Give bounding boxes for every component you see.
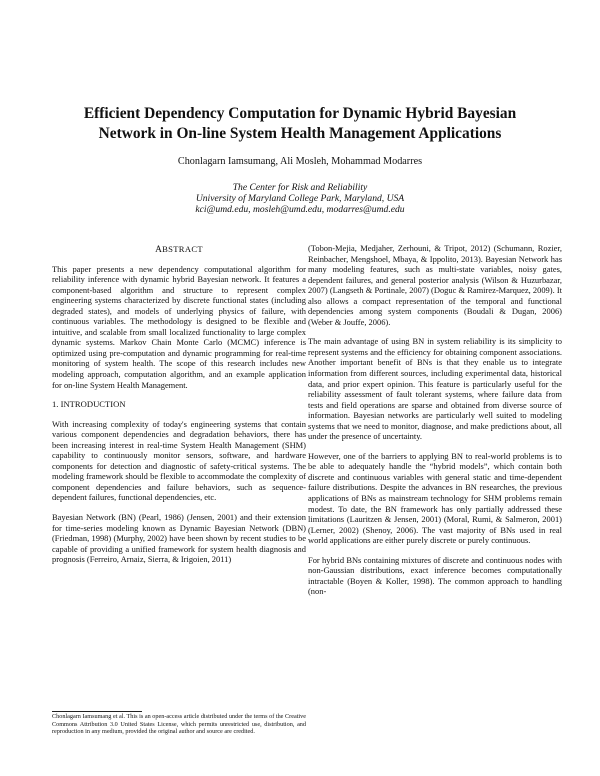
abstract-text: This paper presents a new dependency computational algorithm for reliability inference with dynamic hybrid Bayesian network. It features a component-based algorithm and structure to represent complex engineering systems characterized by discrete functional states (including degraded states), and models of underlying physics of failure, with continuous variables. The methodology is designed to be flexible and intuitive, and scalable from small localized functionality to large complex dynamic systems. Markov Chain Monte Carlo (MCMC) inference is optimized using pre-computation and dynamic programming for real-time monitoring of system health. The scope of this research includes new modeling approach, computation algorithm, and an example application for on-line System Health Management. [52,263,306,390]
affiliation-emails: kci@umd.edu, mosleh@umd.edu, modarres@umd.edu [195,204,405,216]
right-paragraph-3: However, one of the barriers to applying BN to real-world problems is to be able to adequately handle the “hybrid models”, which contain both discrete and continuous variables with general static and time-dependent failure distributions. Despite the advances in BN researches, the previous applications of BNs as mainstream technology for SHM problems remain modest. To date, the BN framework has only partially addressed these limitations (Lauritzen & Jensen, 2001) (Moral, Rumi, & Salmeron, 2001) (Lerner, 2002) (Shenoy, 2006). The vast majority of BNs used in real world applications are either purely discrete or purely continuous. [308,450,562,546]
right-paragraph-4: For hybrid BNs containing mixtures of discrete and continuous nodes with non-Gaussian distributions, exact inference becomes computationally intractable (Boyen & Koller, 1998). The common approach to handling (non- [308,554,562,597]
abstract-heading: ABSTRACT [155,244,203,255]
title-line-2: Network in On-line System Health Management Applications [98,125,502,142]
affiliation-block [60,182,540,216]
footnote-rule [52,711,142,712]
intro-paragraph-2: Bayesian Network (BN) (Pearl, 1986) (Jensen, 2001) and their extension for time-series modeling known as Dynamic Bayesian Network (DBN) (Friedman, 1998) (Murphy, 2002) have been shown by recent studies to be capable of providing a unified framework for system health diagnosis and prognosis (Ferreiro, Arnaiz, Sierra, & Irigoien, 2011) [52,512,306,565]
right-column [308,243,562,606]
left-column [52,244,306,574]
affiliation-center: The Center for Risk and Reliability [232,182,368,193]
right-paragraph-1: (Tobon-Mejia, Medjaher, Zerhouni, & Tripot, 2012) (Schumann, Rozier, Reinbacher, Mengshoel, Mbaya, & Ippolito, 2013). Bayesian Network has many modeling features, such as multi-state variables, noisy gates, dependent failures, and general posterior analysis (Wilson & Huzurbazar, 2007) (Langseth & Portinale, 2007) (Doguc & Ramirez-Marquez, 2009). It also allows a compact representation of the temporal and functional dependencies among system components (Boudali & Dugan, 2006) (Weber & Jouffe, 2006). [308,243,562,327]
author-list: Chonlagarn Iamsumang, Ali Mosleh, Mohammad Modarres [177,156,423,167]
affiliation-university: University of Maryland College Park, Maryland, USA [195,193,405,205]
introduction-heading: 1. INTRODUCTION [52,399,126,410]
title-line-1: Efficient Dependency Computation for Dynamic Hybrid Bayesian [83,105,517,122]
intro-paragraph-1: With increasing complexity of today's engineering systems that contain various component dependencies and degradation behaviors, there has been increasing interest in real-time System Health Management (SHM) capability to continuously monitor sensors, software, and hardware components for detection and diagnostic of safety-critical systems. The modeling framework should be flexible to accommodate the complexity of component dependencies and failure behaviors, such as sequence-dependent failures, functional dependencies, etc. [52,418,306,503]
right-paragraph-2: The main advantage of using BN in system reliability is its simplicity to represent systems and the efficiency for obtaining component associations. Another important benefit of BNs is that they enable us to integrate information from different sources, including experimental data, historical data, and prior expert opinion. This feature is particularly useful for the reliability assessment of fault tolerant systems, where failure data from tests and field operations are sparse and obtained from diverse source of information. Bayesian networks are particularly well suited to modeling systems that we need to monitor, diagnose, and make predictions about, all under the presence of uncertainty. [308,336,562,442]
copyright-footnote: Chonlagarn Iamsumang et al. This is an open-access article distributed under the terms of the Creative Commons Attribution 3.0 United States License, which permits unrestricted use, distribution, and reproduction in any medium, provided the original author and source are credited. [52,713,306,736]
paper-title [40,104,560,144]
